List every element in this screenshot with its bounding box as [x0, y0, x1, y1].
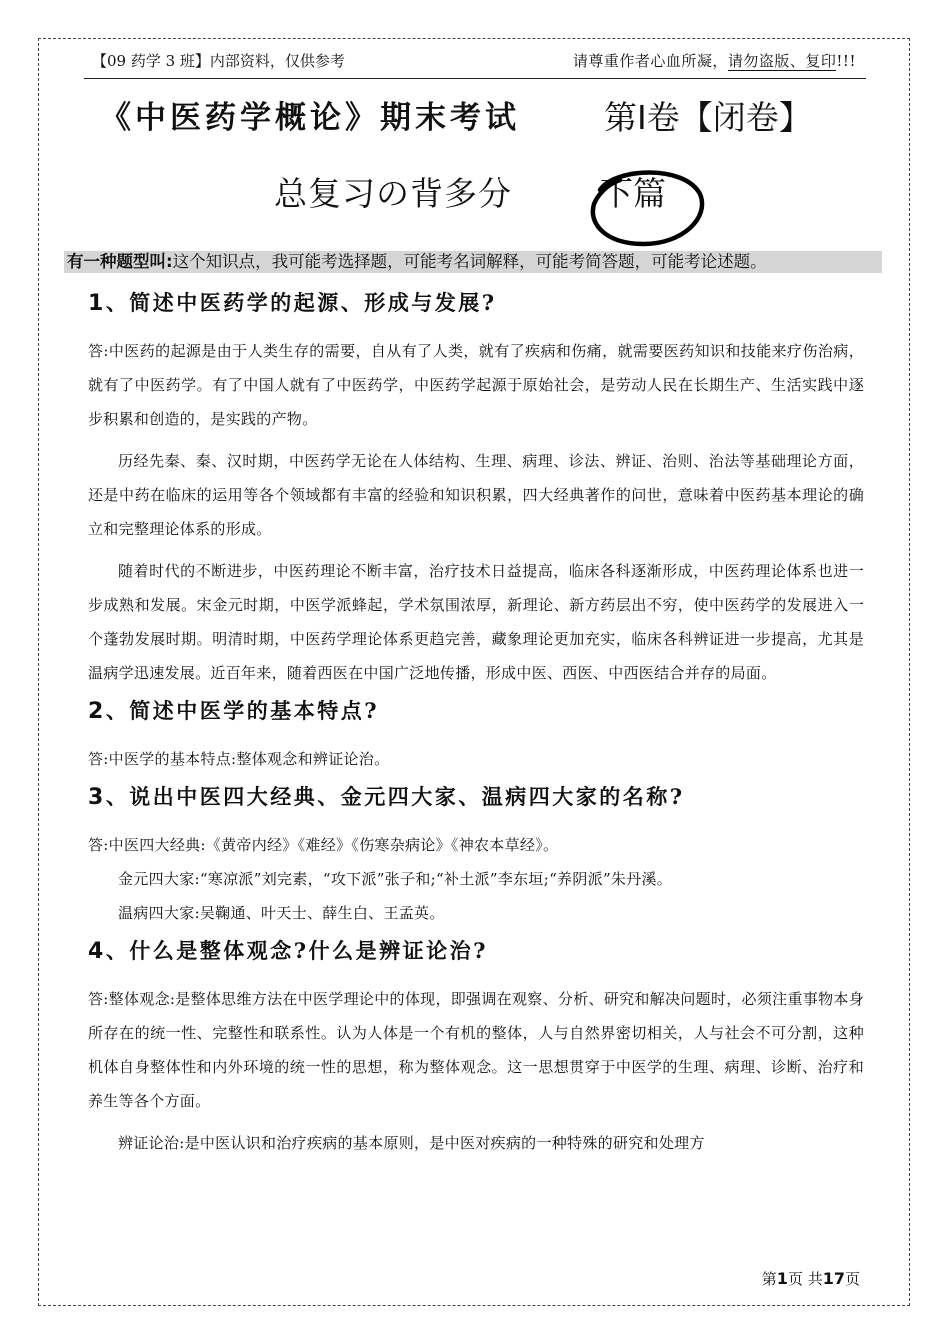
part-label: 下篇	[600, 174, 666, 213]
header-right-suffix: !!!	[836, 52, 856, 70]
question-text: 、简述中医药学的起源、形成与发展?	[105, 290, 497, 315]
page-suffix: 页	[844, 1270, 860, 1288]
question-number: 3	[88, 785, 106, 810]
answer-paragraph: 随着时代的不断进步，中医药理论不断丰富，治疗技术日益提高，临床各科逐渐形成，中医药理论体系也进一步成熟和发展。宋金元时期，中医学派蜂起，学术氛围浓厚，新理论、新方药层出不穷，使中医药学的发展进入一个蓬勃发展时期。明清时期，中医药学理论体系更趋完善，藏象理论更加充实，临床各科辨证进一步提高，尤其是温病学迅速发展。近百年来，随着西医在中国广泛地传播，形成中医、西医、中西医结合并存的局面。	[88, 562, 864, 682]
page-total: 17	[822, 1269, 845, 1288]
header-right-underlined: 请勿盗版、复印	[727, 52, 837, 70]
banner-bold: 有一种题型叫:	[67, 252, 173, 271]
page-mid: 页 共	[787, 1270, 823, 1288]
question-type-banner	[64, 251, 882, 273]
question-heading	[88, 690, 864, 732]
answer-paragraph: 历经先秦、秦、汉时期，中医药学无论在人体结构、生理、病理、诊法、辨证、治则、治法等基础理论方面，还是中药在临床的运用等各个领域都有丰富的经验和知识积累，四大经典著作的问世，意味着中医药基本理论的确立和完整理论体系的形成。	[88, 452, 864, 538]
subtitle: 总复习の背多分	[274, 174, 512, 213]
answer-paragraph: 答:中医学的基本特点:整体观念和辨证论治。	[88, 750, 390, 768]
answer-paragraph: 辨证论治:是中医认识和治疗疾病的基本原则，是中医对疾病的一种特殊的研究和处理方	[118, 1134, 705, 1152]
page-title: 《中医药学概论》期末考试	[100, 100, 520, 136]
page-prefix: 第	[761, 1270, 777, 1288]
answer-paragraph: 答:整体观念:是整体思维方法在中医学理论中的体现，即强调在观察、分析、研究和解决问题时，必须注重事物本身所存在的统一性、完整性和联系性。认为人体是一个有机的整体，人与自然界密切相关，人与社会不可分割，这种机体自身整体性和内外环境的统一性的思想，称为整体观念。这一思想贯穿于中医学的生理、病理、诊断、治疗和养生等各个方面。	[88, 990, 864, 1110]
header-right-prefix: 请尊重作者心血所凝，	[572, 52, 728, 70]
header-right-text	[573, 50, 856, 71]
page-footer	[762, 1268, 860, 1289]
main-content	[88, 282, 864, 1160]
question-text: 、什么是整体观念?什么是辨证论治?	[105, 938, 488, 963]
answer-paragraph: 温病四大家:吴鞠通、叶天士、薛生白、王孟英。	[118, 904, 445, 922]
question-heading	[88, 930, 864, 972]
answer-paragraph: 答:中医药的起源是由于人类生存的需要，自从有了人类，就有了疾病和伤痛，就需要医药知识和技能来疗伤治病，就有了中医药学。有了中国人就有了中医药学，中医药学起源于原始社会，是劳动人民在长期生产、生活实践中逐步积累和创造的，是实践的产物。	[88, 342, 864, 428]
volume-title: 第Ⅰ卷【闭卷】	[604, 98, 812, 137]
header-left-text: 【09 药学 3 班】内部资料，仅供参考	[92, 52, 345, 70]
header-divider	[84, 78, 866, 79]
question-number: 1	[88, 291, 106, 316]
question-heading	[88, 776, 864, 818]
page-number: 1	[776, 1269, 788, 1288]
banner-text: 这个知识点，我可能考选择题，可能考名词解释，可能考简答题，可能考论述题。	[172, 252, 767, 271]
hand-drawn-circle	[586, 160, 708, 248]
question-text: 、简述中医学的基本特点?	[105, 698, 380, 723]
question-text: 、说出中医四大经典、金元四大家、温病四大家的名称?	[105, 784, 685, 809]
answer-paragraph: 答:中医四大经典:《黄帝内经》《难经》《伤寒杂病论》《神农本草经》。	[88, 836, 559, 854]
answer-paragraph: 金元四大家:“寒凉派”刘完素，“攻下派”张子和;“补土派”李东垣;“养阴派”朱丹溪。	[118, 870, 673, 888]
question-number: 2	[88, 699, 106, 724]
question-number: 4	[88, 939, 106, 964]
question-heading	[88, 282, 864, 324]
